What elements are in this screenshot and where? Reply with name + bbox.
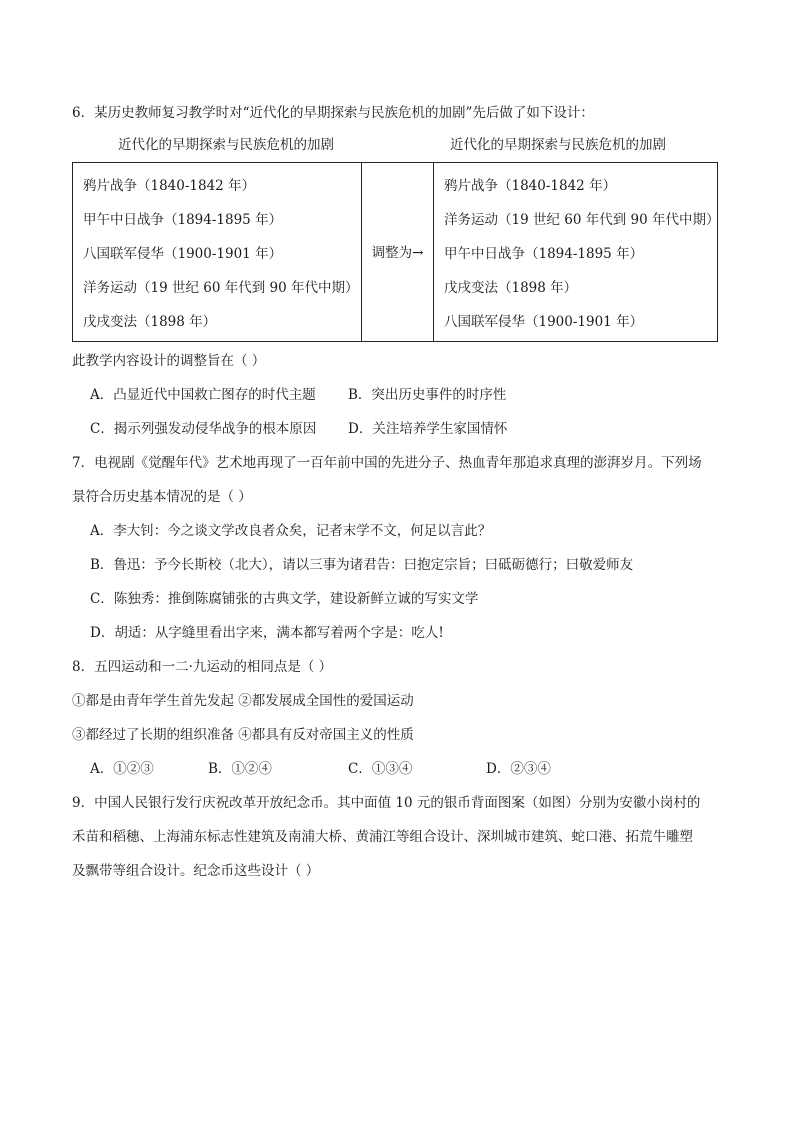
left-item: 八国联军侵华（1900-1901 年） (83, 246, 283, 262)
q8-stem: 8．五四运动和一二·九运动的相同点是（ ） (72, 659, 333, 675)
q8-option-d[interactable]: D．②③④ (486, 761, 551, 777)
q7-option-a[interactable]: A．李大钊：今之谈文学改良者众矣，记者末学不文，何足以言此？ (90, 523, 492, 539)
q6-option-c[interactable]: C．揭示列强发动侵华战争的根本原因 (90, 421, 317, 437)
right-item: 洋务运动（19 世纪 60 年代到 90 年代中期） (444, 212, 720, 228)
q7-stem-line2: 景符合历史基本情况的是（ ） (72, 489, 252, 505)
q8-option-b[interactable]: B．①②④ (208, 761, 272, 777)
q9-stem-line1: 9．中国人民银行发行庆祝改革开放纪念币。其中面值 10 元的银币背面图案（如图）分别为安徽小岗村的 (72, 795, 701, 811)
table-right-column (434, 163, 720, 341)
q8-statements-line2: ③都经过了长期的组织准备 ④都具有反对帝国主义的性质 (72, 727, 414, 743)
q8-option-a[interactable]: A．①②③ (90, 761, 154, 777)
q7-option-d[interactable]: D．胡适：从字缝里看出字来，满本都写着两个字是：吃人! (90, 625, 444, 641)
q6-stem: 6．某历史教师复习教学时对“近代化的早期探索与民族危机的加剧”先后做了如下设计： (72, 105, 594, 121)
right-item: 鸦片战争（1840-1842 年） (444, 178, 617, 194)
left-item: 戊戌变法（1898 年） (83, 314, 217, 330)
adjust-label: 调整为→ (371, 245, 424, 261)
q6-option-d[interactable]: D．关注培养学生家国情怀 (348, 421, 508, 437)
left-item: 洋务运动（19 世纪 60 年代到 90 年代中期） (83, 280, 359, 296)
q6-question: 此教学内容设计的调整旨在（ ） (72, 353, 266, 369)
q6-option-a[interactable]: A．凸显近代中国救亡图存的时代主题 (90, 387, 316, 403)
table-right-title: 近代化的早期探索与民族危机的加剧 (450, 137, 666, 153)
right-item: 八国联军侵华（1900-1901 年） (444, 314, 644, 330)
q6-option-b[interactable]: B．突出历史事件的时序性 (348, 387, 507, 403)
q7-stem-line1: 7．电视剧《觉醒年代》艺术地再现了一百年前中国的先进分子、热血青年那追求真理的澎湃岁月。下列场 (72, 455, 702, 471)
q7-option-c[interactable]: C．陈独秀：推倒陈腐铺张的古典文学，建设新鲜立诚的写实文学 (90, 591, 479, 607)
left-item: 甲午中日战争（1894-1895 年） (83, 212, 283, 228)
q7-option-b[interactable]: B．鲁迅：予今长斯校（北大），请以三事为诸君告：曰抱定宗旨；曰砥砺德行；曰敬爱师友 (90, 557, 634, 573)
q6-comparison-table (72, 162, 718, 342)
q8-statements-line1: ①都是由青年学生首先发起 ②都发展成全国性的爱国运动 (72, 693, 414, 709)
right-item: 甲午中日战争（1894-1895 年） (444, 246, 644, 262)
q9-stem-line2: 禾苗和稻穗、上海浦东标志性建筑及南浦大桥、黄浦江等组合设计、深圳城市建筑、蛇口港、拓荒牛雕塑 (72, 829, 693, 845)
q9-stem-line3: 及飘带等组合设计。纪念币这些设计（ ） (72, 863, 320, 879)
table-left-column (73, 163, 362, 341)
right-item: 戊戌变法（1898 年） (444, 280, 578, 296)
table-middle-column (362, 163, 434, 341)
q8-option-c[interactable]: C．①③④ (348, 761, 413, 777)
table-left-title: 近代化的早期探索与民族危机的加剧 (118, 137, 334, 153)
left-item: 鸦片战争（1840-1842 年） (83, 178, 256, 194)
